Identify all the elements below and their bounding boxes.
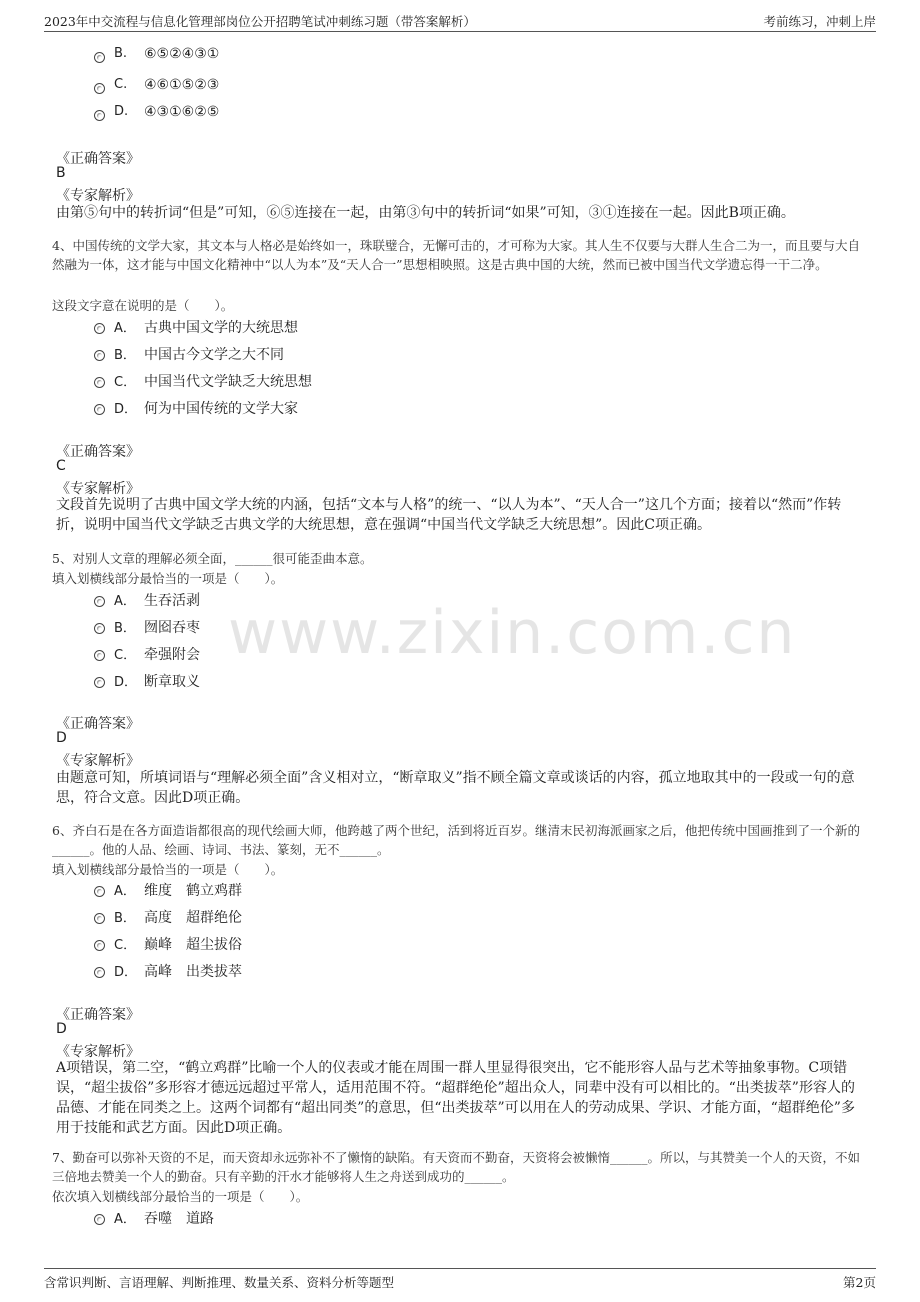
radio-button-icon[interactable] — [94, 350, 105, 361]
q4-analysis: 文段首先说明了古典中国文学大统的内涵，包括“文本与人格”的统一、“以人为本”、“天人合一”这几个方面；接着以“然而”作转折，说明中国当代文学缺乏古典文学的大统思想，意在强调“中国当代文学缺乏大统思想”。因此C项正确。 — [56, 497, 842, 533]
q4-prompt: 这段文字意在说明的是（ ）。 — [52, 298, 234, 313]
q6-question-text: 6、齐白石是在各方面造诣都很高的现代绘画大师，他跨越了两个世纪，活到将近百岁。继清末民初海派画家之后，他把传统中国画推到了一个新的______。他的人品、绘画、诗词、书法、篆刻，无不______。 — [52, 823, 860, 857]
radio-button-icon[interactable] — [94, 404, 105, 415]
document-title: 2023年中交流程与信息化管理部岗位公开招聘笔试冲刺练习题（带答案解析） — [44, 14, 476, 29]
radio-button-icon[interactable] — [94, 623, 105, 634]
q5-answer: D — [56, 730, 67, 746]
q3-answer: B — [56, 165, 66, 181]
radio-button-icon[interactable] — [94, 596, 105, 607]
q7-question-text: 7、勤奋可以弥补天资的不足，而天资却永远弥补不了懒惰的缺陷。有天资而不勤奋，天资将会被懒惰______。所以，与其赞美一个人的天资，不如三倍地去赞美一个人的勤奋。只有辛勤的汗水才能够将人生之舟送到成功的______。 — [52, 1150, 860, 1184]
q3-analysis-heading: 《专家解析》 — [56, 188, 140, 204]
radio-button-icon[interactable] — [94, 650, 105, 661]
radio-button-icon[interactable] — [94, 677, 105, 688]
q4-answer-heading: 《正确答案》 — [56, 444, 140, 460]
radio-button-icon[interactable] — [94, 913, 105, 924]
radio-button-icon[interactable] — [94, 377, 105, 388]
radio-button-icon[interactable] — [94, 940, 105, 951]
q5-question-text: 5、对别人文章的理解必须全面，______很可能歪曲本意。 — [52, 551, 373, 566]
page-header — [44, 10, 876, 32]
page-footer — [44, 1268, 876, 1292]
q4-analysis-heading: 《专家解析》 — [56, 481, 140, 497]
radio-button-icon[interactable] — [94, 83, 105, 94]
q6-answer-heading: 《正确答案》 — [56, 1007, 140, 1023]
q6-prompt: 填入划横线部分最恰当的一项是（ ）。 — [52, 862, 284, 877]
q5-analysis: 由题意可知，所填词语与“理解必须全面”含义相对立，“断章取义”指不顾全篇文章或谈话的内容，孤立地取其中的一段或一句的意思，符合文意。因此D项正确。 — [56, 770, 855, 806]
q5-analysis-heading: 《专家解析》 — [56, 753, 140, 769]
watermark: www.zixin.com.cn — [228, 598, 797, 668]
header-slogan: 考前练习，冲刺上岸 — [763, 14, 876, 29]
q6-answer: D — [56, 1021, 67, 1037]
radio-button-icon[interactable] — [94, 886, 105, 897]
q5-prompt: 填入划横线部分最恰当的一项是（ ）。 — [52, 571, 284, 586]
radio-button-icon[interactable] — [94, 1214, 105, 1225]
q7-prompt: 依次填入划横线部分最恰当的一项是（ ）。 — [52, 1189, 309, 1204]
radio-button-icon[interactable] — [94, 323, 105, 334]
q6-analysis-heading: 《专家解析》 — [56, 1044, 140, 1060]
footer-topics: 含常识判断、言语理解、判断推理、数量关系、资料分析等题型 — [44, 1275, 395, 1290]
q5-answer-heading: 《正确答案》 — [56, 716, 140, 732]
q3-analysis: 由第⑤句中的转折词“但是”可知，⑥⑤连接在一起，由第③句中的转折词“如果”可知，③①连接在一起。因此B项正确。 — [56, 205, 795, 221]
q3-answer-heading: 《正确答案》 — [56, 151, 140, 167]
q4-question-text: 4、中国传统的文学大家，其文本与人格必是始终如一，珠联璧合，无懈可击的，才可称为大家。其人生不仅要与大群人生合二为一，而且要与大自然融为一体，这才能与中国文化精神中“以人为本”及“天人合一”思想相映照。这是古典中国的大统，然而已被中国当代文学遗忘得一干二净。 — [52, 238, 860, 272]
q4-answer: C — [56, 458, 66, 474]
page-number: 第2页 — [843, 1275, 876, 1290]
radio-button-icon[interactable] — [94, 967, 105, 978]
radio-button-icon[interactable] — [94, 52, 105, 63]
q6-analysis: A项错误，第二空，“鹤立鸡群”比喻一个人的仪表或才能在周围一群人里显得很突出，它不能形容人品与艺术等抽象事物。C项错误，“超尘拔俗”多形容才德远远超过平常人，适用范围不符。“超群绝伦”超出众人，同辈中没有可以相比的。“出类拔萃”形容人的品德、才能在同类之上。这两个词都有“超出同类”的意思，但“出类拔萃”可以用在人的劳动成果、学识、才能方面，“超群绝伦”多用于技能和武艺方面。因此D项正确。 — [56, 1060, 855, 1136]
radio-button-icon[interactable] — [94, 110, 105, 121]
